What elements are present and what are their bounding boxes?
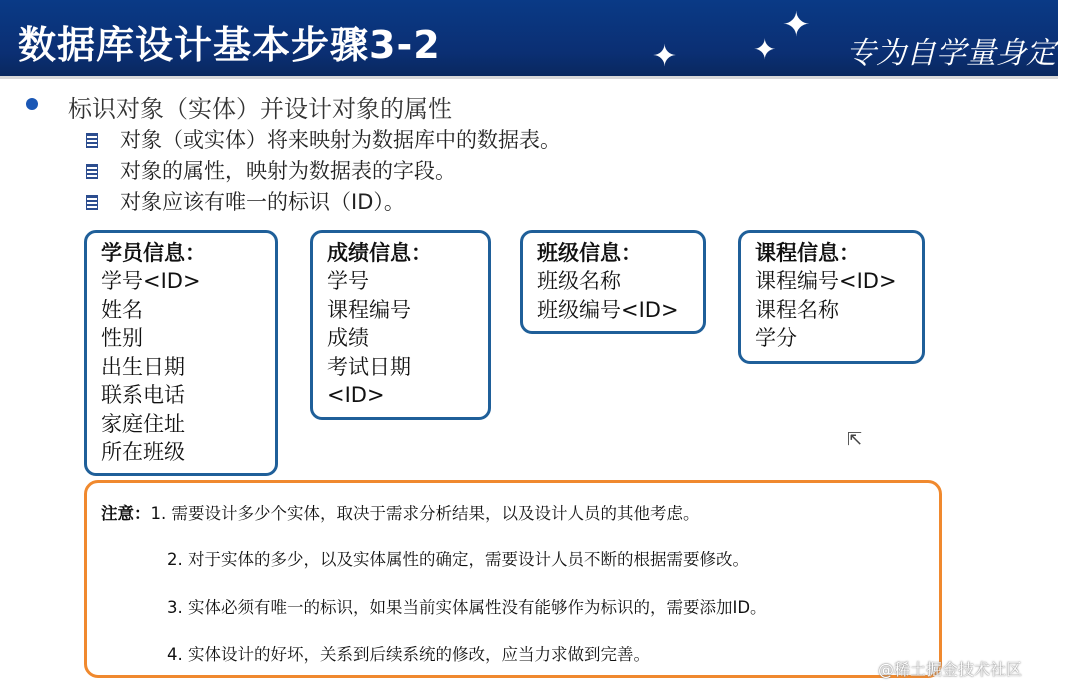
note-line: 3. 实体必须有唯一的标识，如果当前实体属性没有能够作为标识的，需要添加ID。	[167, 598, 767, 617]
main-bullet-text: 标识对象（实体）并设计对象的属性	[68, 95, 452, 123]
note-label: 注意：	[101, 504, 151, 523]
entity-title: 班级信息：	[537, 241, 642, 265]
entity-field: 出生日期	[101, 354, 185, 379]
entity-box-class	[520, 230, 706, 334]
entity-box-student	[84, 230, 278, 476]
entity-title: 成绩信息：	[327, 241, 432, 265]
note-line	[101, 500, 700, 524]
note-text: 1. 需要设计多少个实体，取决于需求分析结果，以及设计人员的其他考虑。	[150, 504, 700, 523]
note-line: 2. 对于实体的多少，以及实体属性的确定，需要设计人员不断的根据需要修改。	[167, 550, 749, 569]
entity-field: <ID>	[327, 383, 385, 407]
slide-title: 数据库设计基本步骤3-2	[18, 23, 441, 67]
entity-field: 成绩	[327, 326, 369, 350]
entity-field: 考试日期	[327, 354, 411, 379]
header-slogan: 专为自学量身定制	[846, 36, 1086, 71]
star-icon: ✦	[753, 33, 777, 66]
entity-field: 学号<ID>	[101, 269, 201, 293]
sub-bullet-item	[86, 124, 561, 154]
entity-field: 所在班级	[101, 440, 185, 464]
entity-title: 课程信息：	[755, 241, 860, 265]
entity-field: 班级编号<ID>	[537, 297, 679, 322]
sub-bullet-item	[86, 155, 456, 185]
entity-field: 课程名称	[755, 297, 839, 322]
header-divider	[0, 76, 1058, 79]
note-box	[84, 480, 942, 678]
entity-field: 学分	[755, 326, 797, 350]
sub-bullet-text: 对象应该有唯一的标识（ID）。	[120, 190, 405, 214]
mouse-cursor-icon: ⇱	[847, 429, 863, 450]
entity-box-score	[310, 230, 491, 420]
entity-field: 家庭住址	[101, 411, 185, 436]
entity-title: 学员信息：	[101, 241, 206, 265]
note-line: 4. 实体设计的好坏，关系到后续系统的修改，应当力求做到完善。	[167, 645, 650, 664]
sub-bullet-text: 对象（或实体）将来映射为数据库中的数据表。	[120, 128, 561, 152]
sub-bullet-item	[86, 186, 405, 216]
slide-header	[0, 0, 1086, 76]
entity-box-course	[738, 230, 925, 364]
bullet-dot-icon	[26, 98, 38, 110]
entity-field: 班级名称	[537, 269, 621, 293]
list-bullet-icon	[86, 195, 98, 210]
entity-field: 性别	[101, 326, 143, 350]
entity-field: 姓名	[101, 297, 143, 322]
entity-field: 课程编号<ID>	[755, 269, 897, 293]
list-bullet-icon	[86, 164, 98, 179]
sub-bullet-text: 对象的属性，映射为数据表的字段。	[120, 159, 456, 183]
watermark: @稀土掘金技术社区	[878, 660, 1023, 679]
entity-field: 联系电话	[101, 383, 185, 407]
entity-field: 学号	[327, 269, 369, 293]
star-icon: ✦	[782, 5, 811, 45]
entity-field: 课程编号	[327, 297, 411, 322]
list-bullet-icon	[86, 133, 98, 148]
star-icon: ✦	[652, 39, 678, 74]
